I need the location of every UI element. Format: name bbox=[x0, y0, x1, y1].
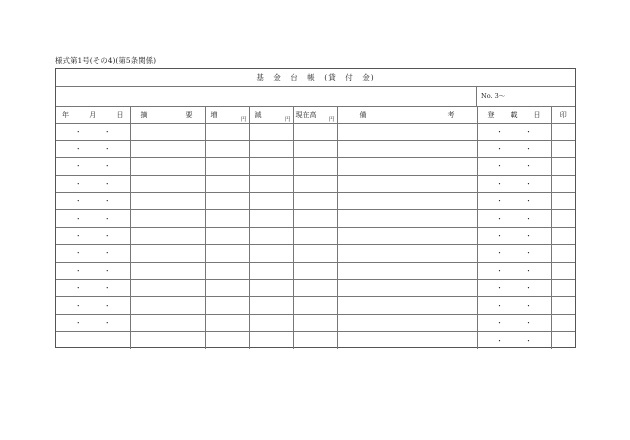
decrease-cell[interactable] bbox=[249, 158, 293, 175]
form-caption: 様式第1号(その4)(第5条関係) bbox=[55, 56, 157, 65]
summary-cell[interactable] bbox=[130, 140, 205, 157]
seal-cell[interactable] bbox=[551, 175, 575, 192]
decrease-cell[interactable] bbox=[249, 210, 293, 227]
date-separator-mark: ・ bbox=[525, 336, 532, 345]
entry-date-cell[interactable] bbox=[477, 227, 551, 244]
date-cell[interactable] bbox=[56, 245, 130, 262]
remarks-cell[interactable] bbox=[337, 332, 477, 349]
increase-cell[interactable] bbox=[205, 140, 249, 157]
date-separator-mark: ・ bbox=[496, 232, 503, 241]
date-cell[interactable] bbox=[56, 140, 130, 157]
decrease-cell[interactable] bbox=[249, 332, 293, 349]
date-separator-mark: ・ bbox=[496, 336, 503, 345]
seal-cell[interactable] bbox=[551, 245, 575, 262]
seal-cell[interactable] bbox=[551, 123, 575, 140]
date-separator-mark: ・ bbox=[103, 197, 111, 206]
table-row bbox=[56, 140, 575, 157]
date-separator-mark: ・ bbox=[103, 162, 111, 171]
date-separator-mark: ・ bbox=[74, 179, 82, 188]
date-separator-mark: ・ bbox=[74, 214, 82, 223]
date-separator-mark: ・ bbox=[496, 249, 503, 258]
entry-date-cell[interactable] bbox=[477, 123, 551, 140]
number-row bbox=[56, 87, 575, 107]
date-cell[interactable] bbox=[56, 175, 130, 192]
balance-cell[interactable] bbox=[293, 175, 337, 192]
date-cell[interactable] bbox=[56, 280, 130, 297]
date-separator-mark: ・ bbox=[525, 127, 532, 136]
balance-cell[interactable] bbox=[293, 314, 337, 331]
balance-cell[interactable] bbox=[293, 297, 337, 314]
balance-cell[interactable] bbox=[293, 332, 337, 349]
date-separator-mark: ・ bbox=[496, 197, 503, 206]
entry-date-cell[interactable] bbox=[477, 297, 551, 314]
date-separator-mark: ・ bbox=[103, 179, 111, 188]
date-separator-mark: ・ bbox=[74, 197, 82, 206]
date-cell[interactable] bbox=[56, 210, 130, 227]
ledger-body bbox=[56, 123, 575, 349]
increase-cell[interactable] bbox=[205, 123, 249, 140]
header-decrease: 減 円 bbox=[249, 107, 293, 123]
decrease-cell[interactable] bbox=[249, 297, 293, 314]
balance-cell[interactable] bbox=[293, 262, 337, 279]
date-cell[interactable] bbox=[56, 123, 130, 140]
header-entry-date: 登 載 日 bbox=[477, 107, 551, 123]
summary-cell[interactable] bbox=[130, 123, 205, 140]
balance-cell[interactable] bbox=[293, 193, 337, 210]
decrease-cell[interactable] bbox=[249, 175, 293, 192]
date-separator-mark: ・ bbox=[496, 127, 503, 136]
increase-cell[interactable] bbox=[205, 245, 249, 262]
header-increase: 増 円 bbox=[205, 107, 249, 123]
date-cell[interactable] bbox=[56, 262, 130, 279]
summary-cell[interactable] bbox=[130, 158, 205, 175]
date-separator-mark: ・ bbox=[74, 249, 82, 258]
date-separator-mark: ・ bbox=[525, 266, 532, 275]
date-separator-mark: ・ bbox=[74, 162, 82, 171]
date-separator-mark: ・ bbox=[496, 266, 503, 275]
date-separator-mark: ・ bbox=[103, 318, 111, 327]
balance-cell[interactable] bbox=[293, 227, 337, 244]
table-row bbox=[56, 262, 575, 279]
increase-cell[interactable] bbox=[205, 262, 249, 279]
increase-cell[interactable] bbox=[205, 175, 249, 192]
decrease-cell[interactable] bbox=[249, 140, 293, 157]
entry-date-cell[interactable] bbox=[477, 280, 551, 297]
table-row bbox=[56, 297, 575, 314]
decrease-cell[interactable] bbox=[249, 280, 293, 297]
date-separator-mark: ・ bbox=[525, 179, 532, 188]
date-separator-mark: ・ bbox=[525, 284, 532, 293]
date-separator-mark: ・ bbox=[103, 127, 111, 136]
seal-cell[interactable] bbox=[551, 140, 575, 157]
remarks-cell[interactable] bbox=[337, 245, 477, 262]
remarks-cell[interactable] bbox=[337, 175, 477, 192]
summary-cell[interactable] bbox=[130, 175, 205, 192]
seal-cell[interactable] bbox=[551, 332, 575, 349]
date-separator-mark: ・ bbox=[103, 214, 111, 223]
header-date: 年 月 日 bbox=[56, 107, 130, 123]
remarks-cell[interactable] bbox=[337, 210, 477, 227]
increase-cell[interactable] bbox=[205, 158, 249, 175]
decrease-cell[interactable] bbox=[249, 193, 293, 210]
header-row bbox=[56, 107, 575, 123]
seal-cell[interactable] bbox=[551, 193, 575, 210]
table-row bbox=[56, 280, 575, 297]
decrease-cell[interactable] bbox=[249, 314, 293, 331]
remarks-cell[interactable] bbox=[337, 140, 477, 157]
date-separator-mark: ・ bbox=[74, 127, 82, 136]
balance-cell[interactable] bbox=[293, 158, 337, 175]
entry-date-cell[interactable] bbox=[477, 314, 551, 331]
table-row bbox=[56, 175, 575, 192]
increase-cell[interactable] bbox=[205, 210, 249, 227]
date-separator-mark: ・ bbox=[496, 145, 503, 154]
date-separator-mark: ・ bbox=[496, 284, 503, 293]
increase-cell[interactable] bbox=[205, 280, 249, 297]
seal-cell[interactable] bbox=[551, 280, 575, 297]
remarks-cell[interactable] bbox=[337, 314, 477, 331]
date-separator-mark: ・ bbox=[103, 145, 111, 154]
table-row bbox=[56, 245, 575, 262]
seal-cell[interactable] bbox=[551, 210, 575, 227]
entry-date-cell[interactable] bbox=[477, 262, 551, 279]
date-separator-mark: ・ bbox=[103, 301, 111, 310]
entry-date-cell[interactable] bbox=[477, 245, 551, 262]
summary-cell[interactable] bbox=[130, 245, 205, 262]
date-separator-mark: ・ bbox=[525, 301, 532, 310]
date-separator-mark: ・ bbox=[525, 318, 532, 327]
table-row bbox=[56, 123, 575, 140]
balance-cell[interactable] bbox=[293, 140, 337, 157]
date-separator-mark: ・ bbox=[74, 266, 82, 275]
balance-cell[interactable] bbox=[293, 123, 337, 140]
table-row bbox=[56, 158, 575, 175]
remarks-cell[interactable] bbox=[337, 280, 477, 297]
table-row bbox=[56, 210, 575, 227]
date-separator-mark: ・ bbox=[74, 284, 82, 293]
decrease-cell[interactable] bbox=[249, 227, 293, 244]
summary-cell[interactable] bbox=[130, 210, 205, 227]
date-separator-mark: ・ bbox=[496, 318, 503, 327]
date-separator-mark: ・ bbox=[74, 318, 82, 327]
date-separator-mark: ・ bbox=[496, 162, 503, 171]
remarks-cell[interactable] bbox=[337, 123, 477, 140]
ledger-title: 基 金 台 帳 (貸 付 金) bbox=[56, 69, 575, 87]
date-separator-mark: ・ bbox=[525, 162, 532, 171]
header-seal: 印 bbox=[551, 107, 575, 123]
increase-cell[interactable] bbox=[205, 193, 249, 210]
ledger-number: No. 3〜 bbox=[476, 87, 576, 106]
remarks-cell[interactable] bbox=[337, 193, 477, 210]
date-cell[interactable] bbox=[56, 227, 130, 244]
summary-cell[interactable] bbox=[130, 332, 205, 349]
increase-cell[interactable] bbox=[205, 297, 249, 314]
entry-date-cell[interactable] bbox=[477, 332, 551, 349]
date-separator-mark: ・ bbox=[496, 301, 503, 310]
remarks-cell[interactable] bbox=[337, 227, 477, 244]
decrease-cell[interactable] bbox=[249, 245, 293, 262]
entry-date-cell[interactable] bbox=[477, 210, 551, 227]
ledger-table bbox=[56, 107, 575, 349]
header-balance: 現在高 円 bbox=[293, 107, 337, 123]
date-cell[interactable] bbox=[56, 158, 130, 175]
increase-cell[interactable] bbox=[205, 332, 249, 349]
remarks-cell[interactable] bbox=[337, 297, 477, 314]
balance-cell[interactable] bbox=[293, 210, 337, 227]
header-remarks: 備 考 bbox=[337, 107, 477, 123]
increase-cell[interactable] bbox=[205, 314, 249, 331]
table-row bbox=[56, 314, 575, 331]
table-row bbox=[56, 193, 575, 210]
date-separator-mark: ・ bbox=[496, 179, 503, 188]
summary-cell[interactable] bbox=[130, 193, 205, 210]
increase-cell[interactable] bbox=[205, 227, 249, 244]
summary-cell[interactable] bbox=[130, 297, 205, 314]
entry-date-cell[interactable] bbox=[477, 175, 551, 192]
entry-date-cell[interactable] bbox=[477, 158, 551, 175]
decrease-cell[interactable] bbox=[249, 123, 293, 140]
table-row bbox=[56, 332, 575, 349]
decrease-cell[interactable] bbox=[249, 262, 293, 279]
date-separator-mark: ・ bbox=[525, 249, 532, 258]
seal-cell[interactable] bbox=[551, 314, 575, 331]
date-cell[interactable] bbox=[56, 332, 130, 349]
date-separator-mark: ・ bbox=[74, 301, 82, 310]
seal-cell[interactable] bbox=[551, 297, 575, 314]
date-separator-mark: ・ bbox=[74, 232, 82, 241]
date-separator-mark: ・ bbox=[525, 145, 532, 154]
date-separator-mark: ・ bbox=[525, 214, 532, 223]
date-separator-mark: ・ bbox=[525, 197, 532, 206]
header-summary: 摘 要 bbox=[130, 107, 205, 123]
summary-cell[interactable] bbox=[130, 227, 205, 244]
entry-date-cell[interactable] bbox=[477, 140, 551, 157]
date-cell[interactable] bbox=[56, 193, 130, 210]
date-separator-mark: ・ bbox=[74, 145, 82, 154]
date-separator-mark: ・ bbox=[103, 249, 111, 258]
seal-cell[interactable] bbox=[551, 158, 575, 175]
summary-cell[interactable] bbox=[130, 262, 205, 279]
date-separator-mark: ・ bbox=[103, 284, 111, 293]
date-separator-mark: ・ bbox=[496, 214, 503, 223]
table-row bbox=[56, 227, 575, 244]
remarks-cell[interactable] bbox=[337, 158, 477, 175]
summary-cell[interactable] bbox=[130, 280, 205, 297]
date-separator-mark: ・ bbox=[103, 232, 111, 241]
date-cell[interactable] bbox=[56, 297, 130, 314]
balance-cell[interactable] bbox=[293, 280, 337, 297]
summary-cell[interactable] bbox=[130, 314, 205, 331]
balance-cell[interactable] bbox=[293, 245, 337, 262]
seal-cell[interactable] bbox=[551, 227, 575, 244]
date-separator-mark: ・ bbox=[103, 266, 111, 275]
date-cell[interactable] bbox=[56, 314, 130, 331]
fund-ledger-form bbox=[55, 68, 576, 348]
seal-cell[interactable] bbox=[551, 262, 575, 279]
remarks-cell[interactable] bbox=[337, 262, 477, 279]
entry-date-cell[interactable] bbox=[477, 193, 551, 210]
date-separator-mark: ・ bbox=[525, 232, 532, 241]
